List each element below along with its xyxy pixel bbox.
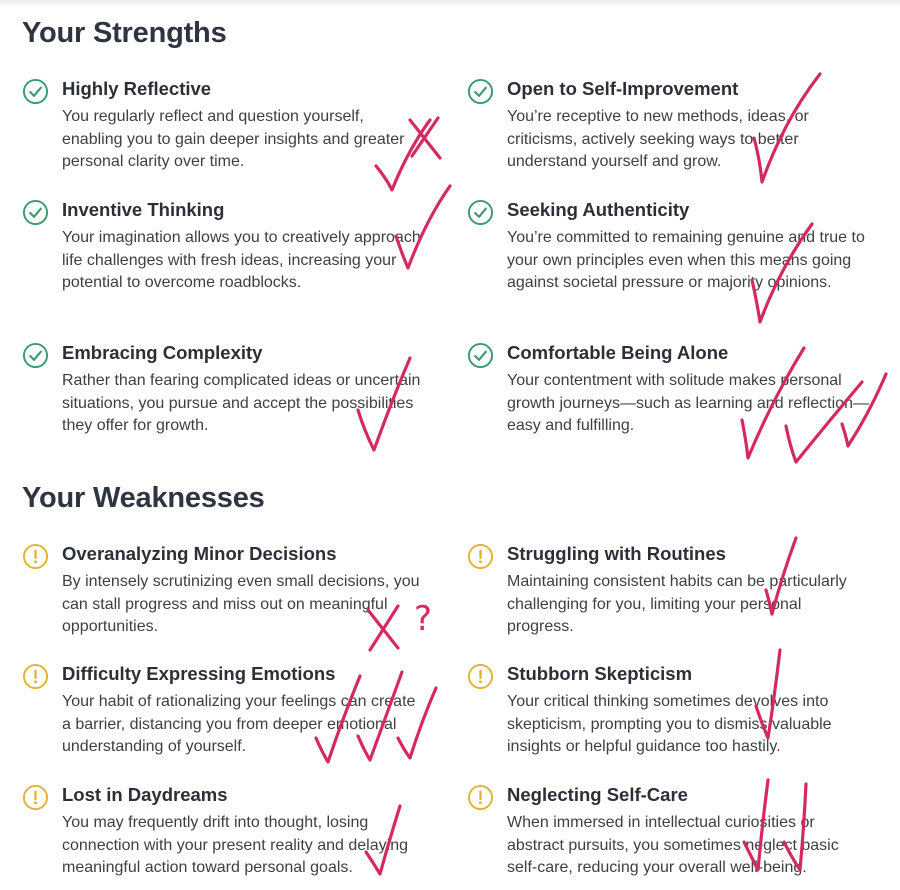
warning-circle-icon [22,663,49,690]
strength-description: Rather than fearing complicated ideas or uncertain situations, you pursue and accept the possibilities they offer for growth. [62,372,421,434]
weakness-item [22,662,422,759]
handwritten-question-mark: ? [414,599,433,639]
strength-title: Embracing Complexity [62,342,263,363]
weakness-item [22,783,422,880]
weaknesses-heading: Your Weaknesses [22,482,265,514]
warning-circle-icon [467,784,494,811]
weakness-description: By intensely scrutinizing even small decisions, you can stall progress and miss out on meaningful opportunities. [62,573,420,635]
strength-title: Inventive Thinking [62,199,225,220]
weakness-description: When immersed in intellectual curiosities or abstract pursuits, you sometimes neglect basic self-care, reducing your overall well-being. [507,814,839,876]
weakness-title: Difficulty Expressing Emotions [62,663,336,684]
strength-item [467,77,867,174]
strength-description: You regularly reflect and question yourself, enabling you to gain deeper insights and greater personal clarity over time. [62,108,405,170]
weakness-item [467,662,867,759]
strength-description: You’re committed to remaining genuine and true to your own principles even when this means going against societal pressure or majority opinions. [507,229,865,291]
check-circle-icon [22,342,49,369]
strength-description: You’re receptive to new methods, ideas, or criticisms, actively seeking ways to better understand yourself and grow. [507,108,809,170]
strength-item [467,341,867,438]
weakness-item [467,542,867,639]
check-circle-icon [467,342,494,369]
warning-circle-icon [22,784,49,811]
strength-title: Open to Self-Improvement [507,78,739,99]
check-circle-icon [22,199,49,226]
strength-title: Seeking Authenticity [507,199,690,220]
check-circle-icon [467,78,494,105]
strength-item [22,198,422,295]
weakness-item [22,542,422,639]
strength-title: Comfortable Being Alone [507,342,729,363]
strengths-heading: Your Strengths [22,17,227,49]
strength-item [22,77,422,174]
weakness-description: Maintaining consistent habits can be particularly challenging for you, limiting your personal progress. [507,573,847,635]
weakness-title: Struggling with Routines [507,543,726,564]
strength-title: Highly Reflective [62,78,212,99]
check-circle-icon [467,199,494,226]
weakness-title: Stubborn Skepticism [507,663,693,684]
weakness-title: Lost in Daydreams [62,784,228,805]
strength-description: Your imagination allows you to creatively approach life challenges with fresh ideas, increasing your potential to overcome roadblocks. [62,229,421,291]
warning-circle-icon [22,543,49,570]
strength-description: Your contentment with solitude makes personal growth journeys—such as learning and reflection—easy and fulfilling. [507,372,869,434]
weakness-title: Overanalyzing Minor Decisions [62,543,337,564]
weakness-description: Your habit of rationalizing your feelings can create a barrier, distancing you from deeper emotional understanding of yourself. [62,693,416,755]
warning-circle-icon [467,543,494,570]
weakness-item [467,783,867,880]
check-circle-icon [22,78,49,105]
warning-circle-icon [467,663,494,690]
top-shadow [0,0,900,8]
weakness-description: Your critical thinking sometimes devolves into skepticism, prompting you to dismiss valuable insights or helpful guidance too hastily. [507,693,832,755]
strength-item [22,341,422,438]
strength-item [467,198,867,295]
weakness-title: Neglecting Self-Care [507,784,688,805]
weakness-description: You may frequently drift into thought, losing connection with your present reality and delaying meaningful action toward personal goals. [62,814,408,876]
